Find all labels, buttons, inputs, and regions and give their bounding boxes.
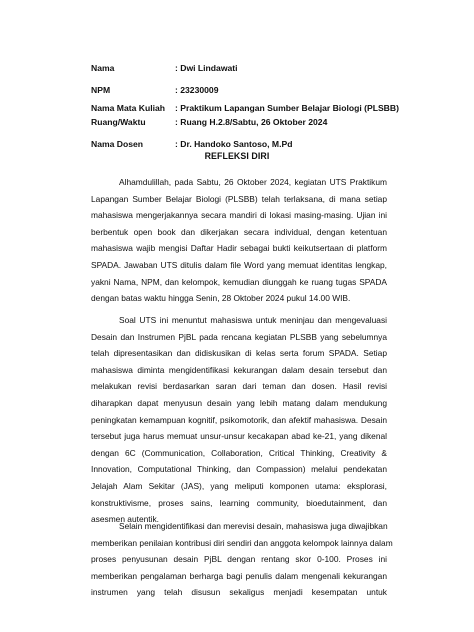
nama-value: : Dwi Lindawati [175,63,238,73]
matkul-label: Nama Mata Kuliah [91,103,166,113]
paragraph-line: asesmen autentik. [91,514,159,525]
paragraph-line: dengan batas waktu hingga Senin, 28 Oktober 2024 pukul 14.00 WIB. [91,293,351,304]
paragraph-line: dengan 6C (Communication, Collaboration, Critical Thinking, Creativity & [91,447,387,458]
matkul-value: : Praktikum Lapangan Sumber Belajar Biologi (PLSBB) [175,103,399,113]
paragraph-line: proses penyusunan desain PjBL dengan rentang skor 0-100. Proses ini [91,554,387,565]
dosen-label: Nama Dosen [91,139,144,149]
meta-nama [91,63,238,74]
paragraph-line: konstruktivisme, proses sains, learning community, bioedutainment, dan [91,497,387,508]
paragraph-line: memberikan penilaian kontribusi diri sendiri dan anggota kelompok lainnya dalam [91,537,393,548]
dosen-value: : Dr. Handoko Santoso, M.Pd [175,139,293,149]
document-title: REFLEKSI DIRI [204,151,270,161]
paragraph-line: melakukan revisi berdasarkan saran dari teman dan dosen. Hasil revisi [91,381,387,392]
npm-label: NPM [91,85,111,95]
paragraph-line: berbentuk open book dan dikerjakan secara individual, dengan ketentuan [91,226,387,237]
paragraph-line: diharapkan dapat menyusun desain yang lebih matang dalam mendukung [91,397,387,408]
nama-label: Nama [91,63,115,73]
paragraph-line: Desain dan Instrumen PjBL pada rencana kegiatan PLSBB yang sebelumnya [91,331,387,342]
ruang-value: : Ruang H.2.8/Sabtu, 26 Oktober 2024 [175,117,328,127]
paragraph-line: Soal UTS ini menuntut mahasiswa untuk meninjau dan mengevaluasi [119,315,387,325]
paragraph-line: mahasiswa wajib mengisi Daftar Hadir sebagai bukti keikutsertaan di platform [91,243,387,254]
paragraph-line: Selain mengidentifikasi dan merevisi desain, mahasiswa juga diwajibkan [119,521,388,531]
paragraph-line: mahasiswa diminta mengidentifikasi kekurangan dalam desain tersebut dan [91,364,387,375]
paragraph-line: mahasiswa mengerjakannya secara mandiri di lokasi masing-masing. Ujian ini [91,210,387,221]
meta-dosen [91,139,292,150]
paragraph-line: tersebut juga harus memuat unsur-unsur kecakapan abad ke-21, yang dikenal [91,431,387,442]
paragraph-line: telah dipresentasikan dan didiskusikan di kelas serta forum SPADA. Setiap [91,348,387,359]
ruang-label: Ruang/Waktu [91,117,146,127]
paragraph-line: SPADA. Jawaban UTS ditulis dalam file Word yang memuat identitas lengkap, [91,259,387,270]
paragraph-line: yakni Nama, NPM, dan kelompok, kemudian diunggah ke ruang tugas SPADA [91,276,387,287]
paragraph-line: Lapangan Sumber Belajar Biologi (PLSBB) telah terlaksana, di mana setiap [91,193,387,204]
paragraph-2 [91,312,387,528]
meta-matkul [91,103,399,114]
paragraph-line: memberikan pengalaman berharga bagi penulis dalam mengenali kekurangan [91,570,387,581]
paragraph-line: Jelajah Alam Sekitar (JAS), yang meliputi komponen utama: eksplorasi, [91,480,387,491]
paragraph-line: instrumen yang telah disusun sekaligus menjadi kesempatan untuk [91,587,387,598]
npm-value: : 23230009 [175,85,219,95]
paragraph-1 [91,174,387,307]
paragraph-line: peningkatan kemampuan kognitif, psikomotorik, dan afektif mahasiswa. Desain [91,414,387,425]
paragraph-line: Alhamdulillah, pada Sabtu, 26 Oktober 2024, kegiatan UTS Praktikum [119,177,387,187]
paragraph-line: Innovation, Computational Thinking, dan Compassion) melalui pendekatan [91,464,387,475]
meta-ruang [91,117,327,128]
paragraph-3 [91,518,393,601]
meta-npm [91,85,219,96]
